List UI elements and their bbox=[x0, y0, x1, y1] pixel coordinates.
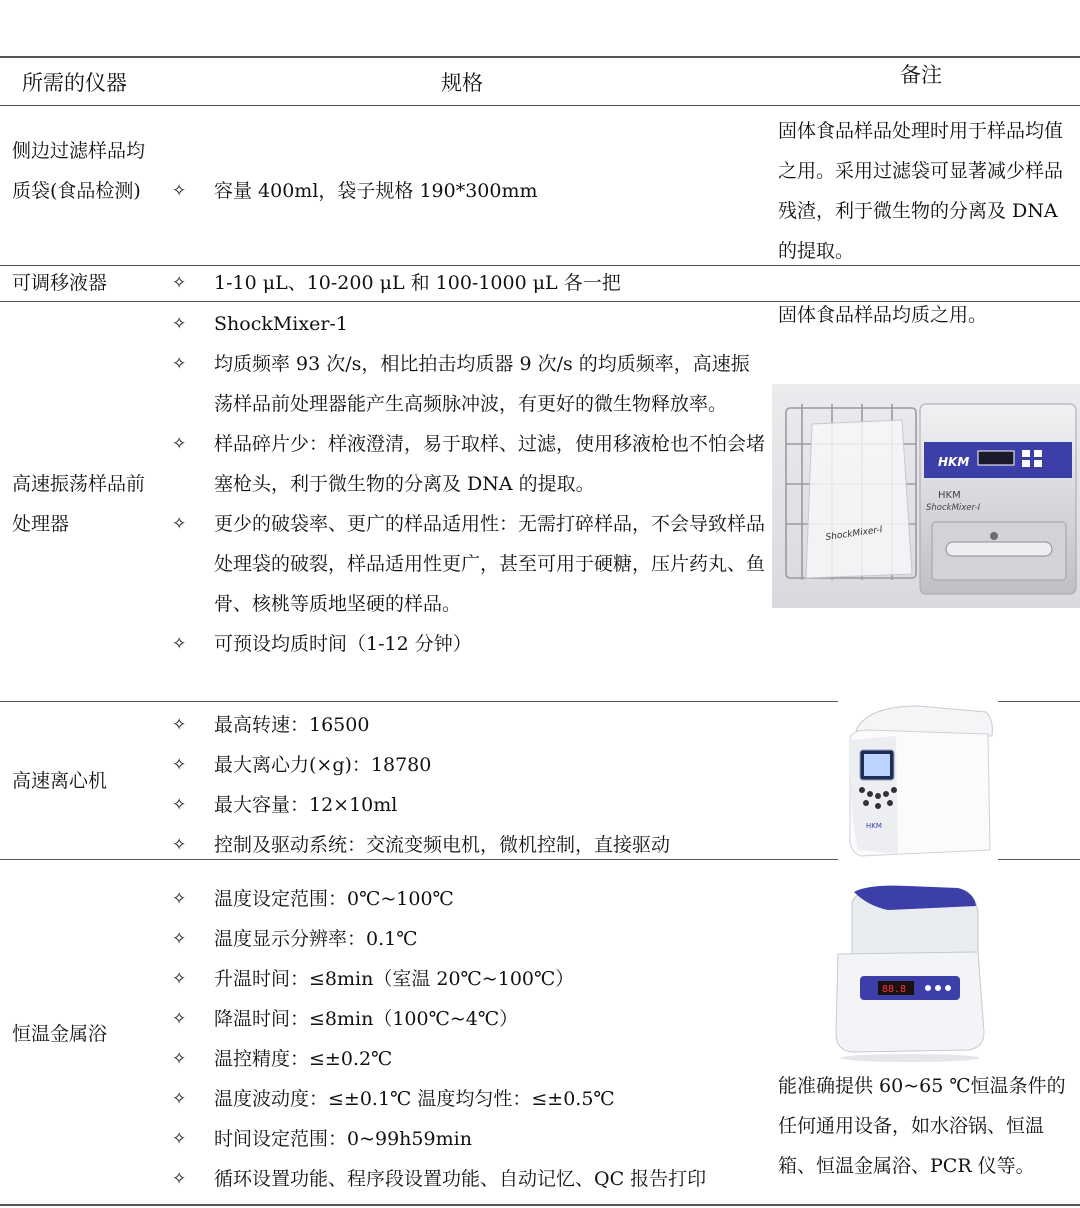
diamond-bullet-icon: ✧ bbox=[172, 835, 187, 855]
spec-item bbox=[168, 1159, 768, 1199]
diamond-bullet-icon: ✧ bbox=[172, 969, 187, 989]
control-button-icon bbox=[891, 787, 897, 793]
spec-text: 最大容量：12×10ml bbox=[214, 794, 398, 816]
slot-opening bbox=[946, 542, 1052, 556]
panel-button-icon bbox=[1034, 450, 1042, 457]
panel-button-icon bbox=[925, 985, 931, 991]
table-top-rule bbox=[0, 56, 1080, 58]
spec-item bbox=[168, 1039, 768, 1079]
diamond-bullet-icon: ✧ bbox=[172, 929, 187, 949]
spec-item bbox=[168, 424, 768, 504]
spec-text: 更少的破袋率、更广的样品适用性：无需打碎样品，不会导致样品处理袋的破裂，样品适用性更广，甚至可用于硬糖，压片药丸、鱼骨、核桃等质地坚硬的样品。 bbox=[214, 513, 766, 615]
control-button-icon bbox=[883, 791, 889, 797]
spec-text: 样品碎片少：样液澄清，易于取样、过滤，使用移液枪也不怕会堵塞枪头，利于微生物的分离及 DNA 的提取。 bbox=[214, 433, 766, 495]
spec-text: 温度显示分辨率：0.1℃ bbox=[214, 928, 418, 950]
sample-bag bbox=[806, 420, 912, 578]
spec-text: 最大离心力(×g)：18780 bbox=[214, 754, 432, 776]
panel-button-icon bbox=[945, 985, 951, 991]
metal-bath-illustration bbox=[828, 882, 988, 1064]
spec-item bbox=[168, 785, 768, 825]
front-brand: HKM bbox=[938, 490, 961, 501]
shockmixer-photo bbox=[772, 384, 1080, 608]
header-rule bbox=[0, 105, 1080, 106]
spec-item bbox=[168, 344, 768, 424]
front-model: ShockMixer-I bbox=[926, 503, 981, 513]
note-text: 固体食品样品处理时用于样品均值之用。采用过滤袋可显著减少样品残渣，利于微生物的分离及 DNA 的提取。 bbox=[778, 120, 1064, 262]
diamond-bullet-icon: ✧ bbox=[172, 273, 187, 293]
spec-item bbox=[168, 879, 768, 919]
diamond-bullet-icon: ✧ bbox=[172, 755, 187, 775]
spec-text: 循环设置功能、程序段设置功能、自动记忆、QC 报告打印 bbox=[214, 1168, 707, 1190]
spec-text: 温控精度：≤±0.2℃ bbox=[214, 1048, 393, 1070]
metal-bath-photo bbox=[828, 882, 988, 1064]
spec-text: 最高转速：16500 bbox=[214, 714, 370, 736]
spec-list bbox=[168, 263, 768, 303]
diamond-bullet-icon: ✧ bbox=[172, 1129, 187, 1149]
diamond-bullet-icon: ✧ bbox=[172, 181, 187, 201]
slot-knob-icon bbox=[990, 532, 998, 540]
spec-list bbox=[168, 171, 768, 211]
shockmixer-illustration bbox=[772, 384, 1080, 608]
spec-list bbox=[168, 879, 768, 1199]
diamond-bullet-icon: ✧ bbox=[172, 1049, 187, 1069]
control-button-icon bbox=[875, 803, 881, 809]
bag-label: ShockMixer-I bbox=[825, 525, 884, 543]
control-button-icon bbox=[859, 787, 865, 793]
diamond-bullet-icon: ✧ bbox=[172, 1089, 187, 1109]
spec-item bbox=[168, 999, 768, 1039]
instrument-name: 高速离心机 bbox=[12, 770, 108, 792]
spec-item bbox=[168, 1119, 768, 1159]
spec-item bbox=[168, 171, 768, 211]
spec-item bbox=[168, 705, 768, 745]
diamond-bullet-icon: ✧ bbox=[172, 634, 187, 654]
metal-bath-body bbox=[836, 952, 984, 1052]
spec-item bbox=[168, 919, 768, 959]
spec-text: 温度设定范围：0℃~100℃ bbox=[214, 888, 454, 910]
control-button-icon bbox=[867, 791, 873, 797]
instrument-name: 恒温金属浴 bbox=[12, 1023, 108, 1045]
shadow bbox=[840, 1054, 980, 1062]
diamond-bullet-icon: ✧ bbox=[172, 715, 187, 735]
header-instrument: 所需的仪器 bbox=[22, 71, 127, 95]
diamond-bullet-icon: ✧ bbox=[172, 1009, 187, 1029]
diamond-bullet-icon: ✧ bbox=[172, 1169, 187, 1189]
diamond-bullet-icon: ✧ bbox=[172, 889, 187, 909]
spec-item bbox=[168, 745, 768, 785]
control-button-icon bbox=[875, 793, 881, 799]
diamond-bullet-icon: ✧ bbox=[172, 795, 187, 815]
spec-text: 升温时间：≤8min（室温 20℃~100℃） bbox=[214, 968, 575, 990]
control-button-icon bbox=[887, 800, 893, 806]
diamond-bullet-icon: ✧ bbox=[172, 434, 187, 454]
header-note: 备注 bbox=[900, 63, 942, 87]
diamond-bullet-icon: ✧ bbox=[172, 314, 187, 334]
spec-text: 控制及驱动系统：交流变频电机，微机控制，直接驱动 bbox=[214, 834, 671, 856]
panel-button-icon bbox=[935, 985, 941, 991]
spec-list bbox=[168, 304, 768, 664]
spec-item bbox=[168, 304, 768, 344]
display-window bbox=[978, 451, 1014, 465]
spec-item bbox=[168, 825, 768, 865]
spec-item bbox=[168, 504, 768, 624]
spec-text: ShockMixer-1 bbox=[214, 313, 348, 335]
spec-text: 降温时间：≤8min（100℃~4℃） bbox=[214, 1008, 519, 1030]
spec-text: 温度波动度：≤±0.1℃ 温度均匀性：≤±0.5℃ bbox=[214, 1088, 615, 1110]
diamond-bullet-icon: ✧ bbox=[172, 514, 187, 534]
centrifuge-brand: HKM bbox=[866, 822, 882, 830]
note-text: 能准确提供 60~65 ℃恒温条件的任何通用设备，如水浴锅、恒温箱、恒温金属浴、PCR 仪等。 bbox=[778, 1075, 1066, 1177]
panel-brand: HKM bbox=[938, 455, 970, 469]
spec-item bbox=[168, 1079, 768, 1119]
spec-text: 时间设定范围：0~99h59min bbox=[214, 1128, 472, 1150]
spec-item bbox=[168, 263, 768, 303]
display-readout: 88.8 bbox=[882, 984, 907, 995]
spec-text: 均质频率 93 次/s，相比拍击均质器 9 次/s 的均质频率，高速振荡样品前处理器能产生高频脉冲波，有更好的微生物释放率。 bbox=[214, 353, 750, 415]
instrument-name: 可调移液器 bbox=[12, 272, 108, 294]
panel-button-icon bbox=[1022, 460, 1030, 467]
spec-item bbox=[168, 959, 768, 999]
instrument-name: 高速振荡样品前处理器 bbox=[12, 473, 146, 535]
spec-item bbox=[168, 624, 768, 664]
header-spec: 规格 bbox=[441, 71, 483, 95]
panel-button-icon bbox=[1034, 460, 1042, 467]
spec-text: 1-10 μL、10-200 μL 和 100-1000 μL 各一把 bbox=[214, 272, 621, 294]
table-bottom-rule bbox=[0, 1204, 1080, 1206]
centrifuge-illustration bbox=[838, 700, 998, 860]
panel-button-icon bbox=[1022, 450, 1030, 457]
spec-text: 可预设均质时间（1-12 分钟） bbox=[214, 633, 472, 655]
diamond-bullet-icon: ✧ bbox=[172, 354, 187, 374]
spec-text: 容量 400ml，袋子规格 190*300mm bbox=[214, 180, 538, 202]
control-button-icon bbox=[863, 800, 869, 806]
instrument-name: 侧边过滤样品均质袋(食品检测) bbox=[12, 140, 146, 202]
spec-list bbox=[168, 705, 768, 865]
note-text: 固体食品样品均质之用。 bbox=[778, 304, 988, 326]
display-screen bbox=[864, 754, 890, 776]
centrifuge-photo bbox=[838, 700, 998, 860]
